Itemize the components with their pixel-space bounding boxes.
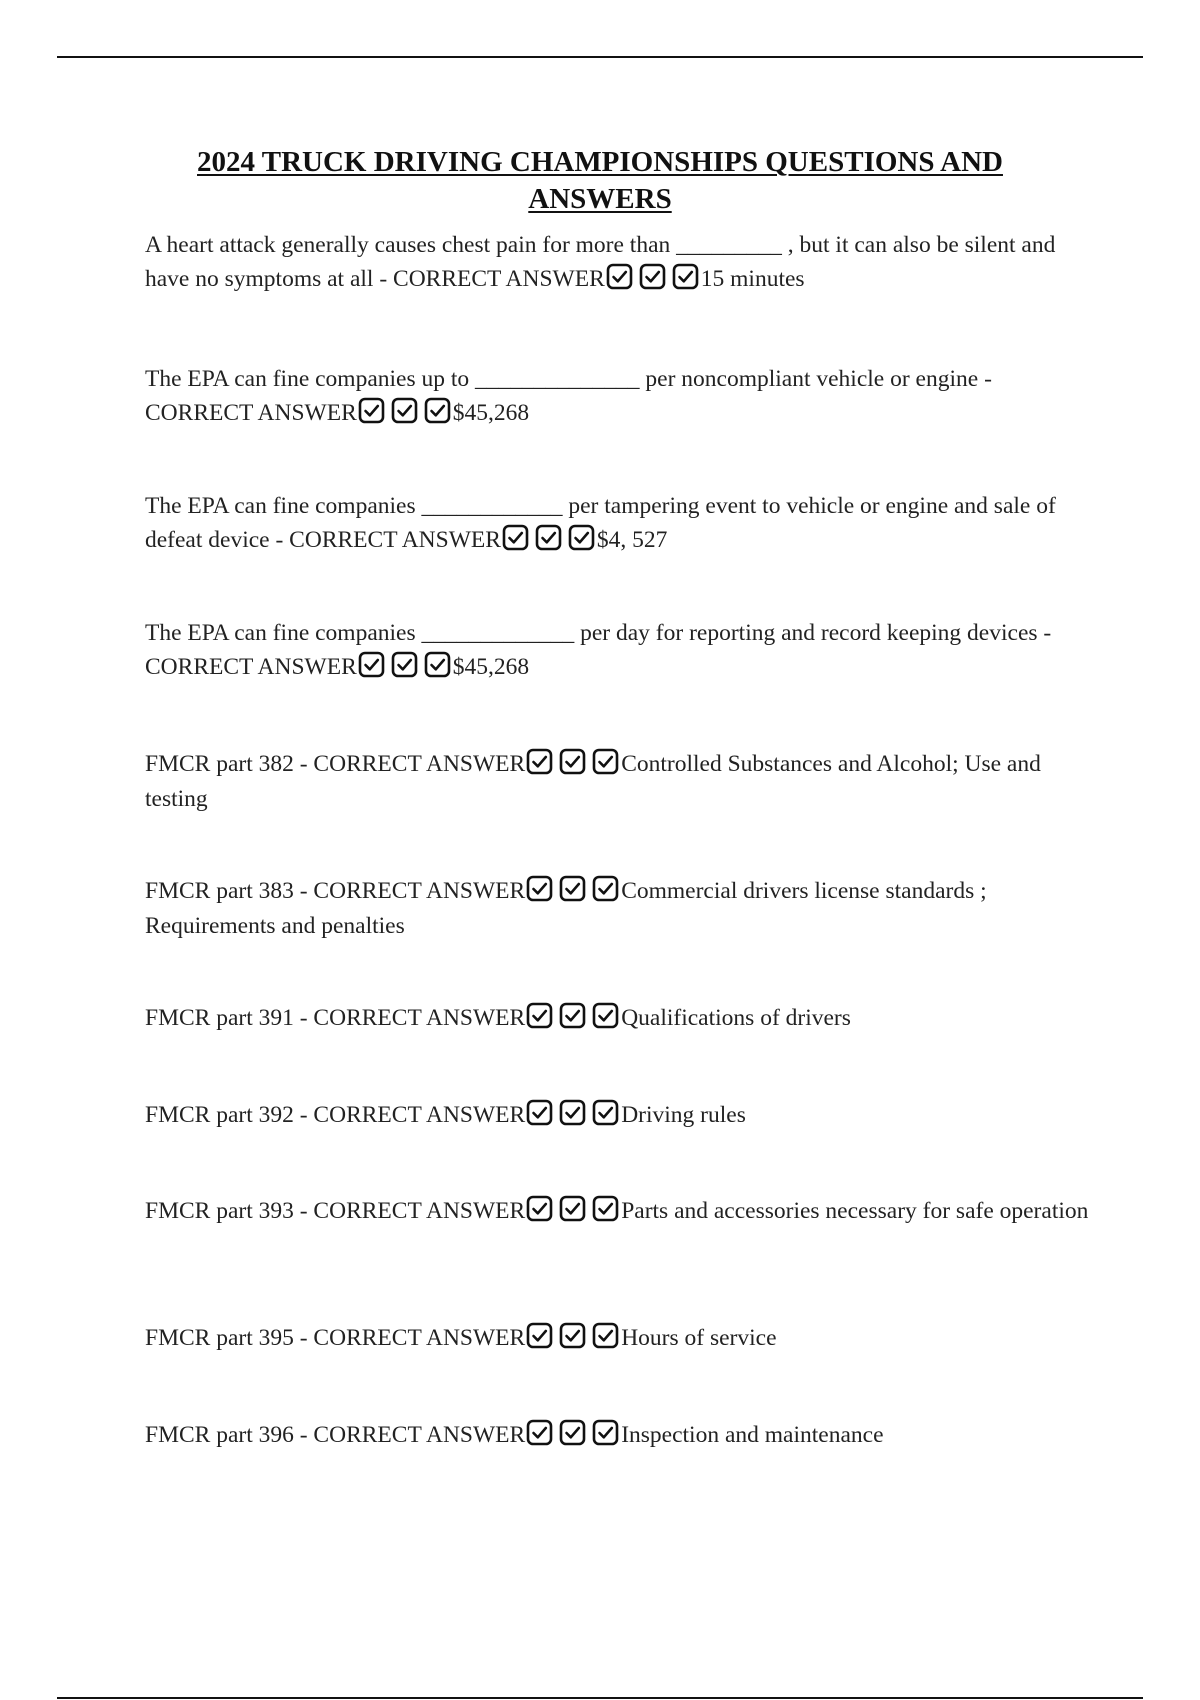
question-text: The EPA can fine companies ____________ per tampering event to vehicle or engine and sale of defeat device: [145, 493, 1056, 553]
answer-text: $45,268: [452, 400, 530, 426]
check-marks: [526, 1195, 620, 1231]
document-title: [130, 144, 1070, 218]
bottom-rule: [57, 1697, 1143, 1699]
checkbox-checked-icon: [526, 1195, 553, 1222]
correct-answer-label: - CORRECT ANSWER: [293, 1005, 526, 1031]
correct-answer-label: - CORRECT ANSWER: [293, 878, 526, 904]
checkbox-checked-icon: [502, 524, 529, 551]
checkbox-checked-icon: [592, 748, 619, 775]
answer-text: Inspection and maintenance: [621, 1422, 884, 1448]
checkbox-checked-icon: [592, 1322, 619, 1349]
checkbox-checked-icon: [592, 1002, 619, 1029]
qa-item: [145, 228, 1095, 300]
check-marks: [526, 748, 620, 784]
answer-text: Qualifications of drivers: [621, 1005, 851, 1031]
checkbox-checked-icon: [391, 651, 418, 678]
qa-item: [145, 875, 1095, 942]
correct-answer-label: - CORRECT ANSWER: [293, 1422, 526, 1448]
correct-answer-label: - CORRECT ANSWER: [293, 1102, 526, 1128]
qa-item: [145, 1195, 1095, 1231]
answer-text: $45,268: [452, 654, 530, 680]
checkbox-checked-icon: [606, 263, 633, 290]
question-text: A heart attack generally causes chest pain for more than _________ , but it can also be silent and have no symptoms at all: [145, 232, 1056, 292]
question-text: FMCR part 382: [145, 751, 294, 777]
qa-item: [145, 616, 1095, 688]
qa-item: [145, 748, 1095, 815]
checkbox-checked-icon: [559, 1195, 586, 1222]
answer-text: Driving rules: [621, 1102, 746, 1128]
correct-answer-label: - CORRECT ANSWER: [293, 751, 526, 777]
correct-answer-label: - CORRECT ANSWER: [373, 266, 605, 292]
question-text: The EPA can fine companies _____________ per day for reporting and record keeping devices: [145, 620, 1038, 646]
checkbox-checked-icon: [559, 1002, 586, 1029]
correct-answer-label: - CORRECT ANSWER: [293, 1325, 526, 1351]
check-marks: [526, 1419, 620, 1455]
answer-text: Controlled Substances and Alcohol; Use and testing: [145, 751, 1041, 812]
check-marks: [358, 651, 452, 688]
checkbox-checked-icon: [592, 1195, 619, 1222]
correct-answer-label: - CORRECT ANSWER: [293, 1198, 526, 1224]
checkbox-checked-icon: [358, 397, 385, 424]
question-text: FMCR part 383: [145, 878, 294, 904]
question-text: FMCR part 391: [145, 1005, 294, 1031]
qa-item: [145, 362, 1095, 434]
check-marks: [358, 397, 452, 434]
checkbox-checked-icon: [391, 397, 418, 424]
checkbox-checked-icon: [559, 748, 586, 775]
checkbox-checked-icon: [526, 1322, 553, 1349]
checkbox-checked-icon: [568, 524, 595, 551]
question-text: FMCR part 393: [145, 1198, 294, 1224]
check-marks: [526, 1099, 620, 1135]
question-text: The EPA can fine companies up to ______________ per noncompliant vehicle or engine: [145, 366, 979, 392]
qa-item: [145, 1099, 1095, 1135]
answer-text: $4, 527: [596, 527, 668, 553]
checkbox-checked-icon: [559, 875, 586, 902]
document-title-text: 2024 TRUCK DRIVING CHAMPIONSHIPS QUESTIONS AND ANSWERS: [197, 146, 1003, 215]
qa-item: [145, 1419, 1095, 1455]
top-rule: [57, 56, 1143, 58]
checkbox-checked-icon: [424, 651, 451, 678]
check-marks: [606, 263, 700, 300]
checkbox-checked-icon: [358, 651, 385, 678]
answer-text: Parts and accessories necessary for safe operation: [621, 1198, 1089, 1224]
question-text: FMCR part 395: [145, 1325, 294, 1351]
checkbox-checked-icon: [526, 1419, 553, 1446]
answer-text: Commercial drivers license standards ; Requirements and penalties: [145, 878, 987, 939]
checkbox-checked-icon: [526, 875, 553, 902]
answer-text: Hours of service: [621, 1325, 777, 1351]
checkbox-checked-icon: [526, 1002, 553, 1029]
check-marks: [502, 524, 596, 561]
correct-answer-label: - CORRECT ANSWER: [269, 527, 501, 553]
checkbox-checked-icon: [559, 1419, 586, 1446]
checkbox-checked-icon: [526, 748, 553, 775]
qa-item: [145, 1322, 1095, 1358]
check-marks: [526, 1322, 620, 1358]
qa-item: [145, 489, 1095, 561]
checkbox-checked-icon: [592, 1099, 619, 1126]
answer-text: 15 minutes: [700, 266, 805, 292]
correct-answer-label: - CORRECT ANSWER: [145, 366, 992, 426]
qa-item: [145, 1002, 1095, 1038]
checkbox-checked-icon: [639, 263, 666, 290]
checkbox-checked-icon: [672, 263, 699, 290]
correct-answer-label: - CORRECT ANSWER: [145, 620, 1052, 680]
checkbox-checked-icon: [424, 397, 451, 424]
checkbox-checked-icon: [559, 1099, 586, 1126]
checkbox-checked-icon: [592, 875, 619, 902]
question-text: FMCR part 392: [145, 1102, 294, 1128]
checkbox-checked-icon: [526, 1099, 553, 1126]
check-marks: [526, 1002, 620, 1038]
checkbox-checked-icon: [535, 524, 562, 551]
checkbox-checked-icon: [592, 1419, 619, 1446]
checkbox-checked-icon: [559, 1322, 586, 1349]
question-text: FMCR part 396: [145, 1422, 294, 1448]
check-marks: [526, 875, 620, 911]
